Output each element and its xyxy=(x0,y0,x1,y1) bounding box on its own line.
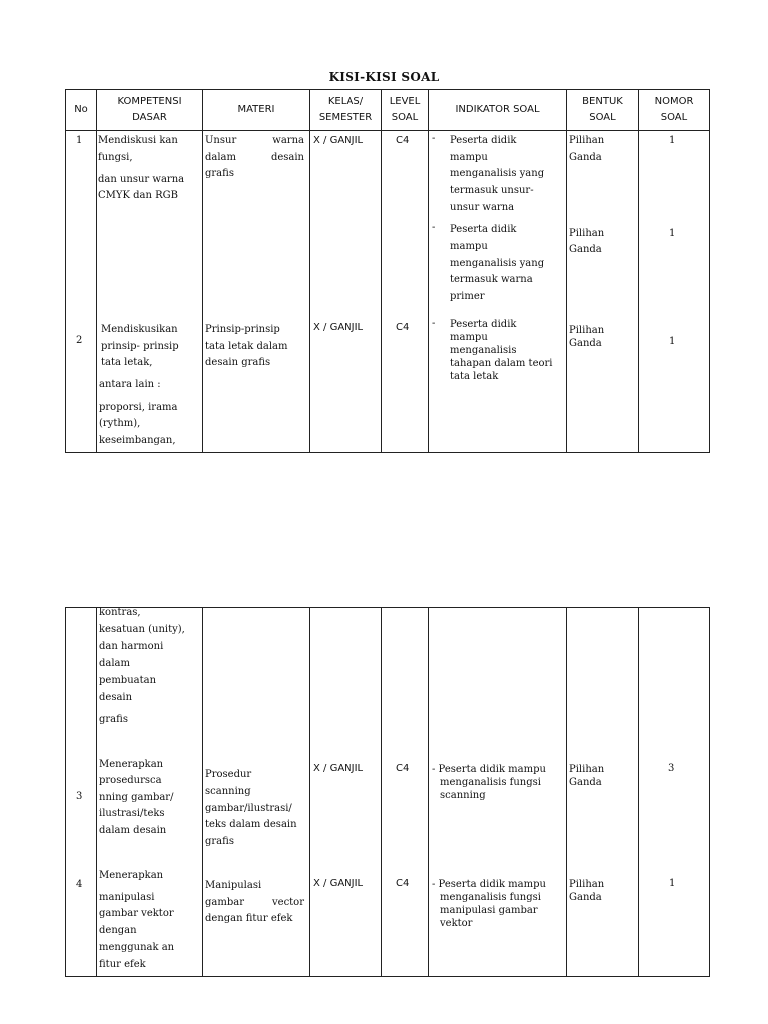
row2-bentuk-1: Pilihan xyxy=(569,325,605,336)
row1-kompetensi-2: fungsi, xyxy=(98,152,133,163)
col-level-2 xyxy=(382,608,429,977)
row1-materi-3: grafis xyxy=(205,168,234,179)
row1-indikator-bullet-2: - xyxy=(432,222,436,233)
row2-kelas: X / GANJIL xyxy=(313,322,364,333)
col-level xyxy=(382,131,429,453)
col-kelas-2 xyxy=(310,608,382,977)
row3-level: C4 xyxy=(396,763,410,774)
row1-level: C4 xyxy=(396,135,410,146)
row2-kompetensi-3: tata letak, xyxy=(101,357,153,368)
row3-materi-1: Prosedur xyxy=(205,769,252,780)
row1-kompetensi-1: Mendiskusi kan xyxy=(98,135,178,146)
row1-indikator-1-5: unsur warna xyxy=(450,202,515,213)
header-materi: MATERI xyxy=(203,90,310,131)
row1-materi-2: dalam desain xyxy=(205,152,304,163)
row2-indikator-2: mampu xyxy=(450,332,488,343)
row2-kompetensi-5: proporsi, irama xyxy=(99,402,178,413)
row2-cont-2: kesatuan (unity), xyxy=(99,624,185,635)
header-bentuk: BENTUK SOAL xyxy=(567,90,639,131)
row3-indikator-3: scanning xyxy=(440,790,486,801)
row1-indikator-1-1: Peserta didik xyxy=(450,135,517,146)
header-level: LEVEL SOAL xyxy=(382,90,429,131)
col-kelas xyxy=(310,131,382,453)
row1-indikator-2-4: termasuk warna xyxy=(450,274,533,285)
row3-materi-3: gambar/ilustrasi/ xyxy=(205,803,292,814)
row2-cont-6: desain xyxy=(99,692,133,703)
row1-indikator-2-3: menganalisis yang xyxy=(450,258,545,269)
row3-kelas: X / GANJIL xyxy=(313,763,364,774)
row3-kompetensi-1: Menerapkan xyxy=(99,759,164,770)
header-nomor: NOMOR SOAL xyxy=(639,90,710,131)
row2-materi-1: Prinsip-prinsip xyxy=(205,324,280,335)
row2-indikator-3: menganalisis xyxy=(450,345,517,356)
col-nomor xyxy=(639,131,710,453)
row1-nomor-2: 1 xyxy=(669,228,676,239)
col-bentuk-2 xyxy=(567,608,639,977)
row3-kompetensi-4: ilustrasi/teks xyxy=(99,808,165,819)
row4-materi-3: dengan fitur efek xyxy=(205,913,293,924)
col-bentuk xyxy=(567,131,639,453)
row1-indikator-2-5: primer xyxy=(450,291,485,302)
row4-kompetensi-3: gambar vektor xyxy=(99,908,174,919)
row4-nomor: 1 xyxy=(669,878,676,889)
header-no: No xyxy=(66,90,97,131)
row4-bentuk-2: Ganda xyxy=(569,892,602,903)
row2-cont-5: pembuatan xyxy=(99,675,157,686)
header-kompetensi: KOMPETENSI DASAR xyxy=(97,90,203,131)
row4-kompetensi-6: fitur efek xyxy=(99,959,146,970)
row3-no: 3 xyxy=(76,791,83,802)
row4-indikator-1: - Peserta didik mampu xyxy=(432,879,546,890)
row1-indikator-2-2: mampu xyxy=(450,241,488,252)
row4-level: C4 xyxy=(396,878,410,889)
row1-bentuk-2a: Pilihan xyxy=(569,228,605,239)
row3-bentuk-1: Pilihan xyxy=(569,764,605,775)
row1-indikator-1-3: menganalisis yang xyxy=(450,168,545,179)
row3-bentuk-2: Ganda xyxy=(569,777,602,788)
row3-indikator-1: - Peserta didik mampu xyxy=(432,764,546,775)
row1-bentuk-1b: Ganda xyxy=(569,152,602,163)
row1-bentuk-1a: Pilihan xyxy=(569,135,605,146)
row1-kelas: X / GANJIL xyxy=(313,135,364,146)
row3-materi-2: scanning xyxy=(205,786,251,797)
row2-materi-2: tata letak dalam xyxy=(205,341,288,352)
row3-indikator-2: menganalisis fungsi xyxy=(440,777,541,788)
row1-indikator-1-4: termasuk unsur- xyxy=(450,185,534,196)
row3-materi-5: grafis xyxy=(205,836,234,847)
row2-level: C4 xyxy=(396,322,410,333)
row1-indikator-1-2: mampu xyxy=(450,152,488,163)
row2-kompetensi-7: keseimbangan, xyxy=(99,435,176,446)
row4-materi-2: gambar vector xyxy=(205,897,304,908)
row1-indikator-bullet-1: - xyxy=(432,133,436,144)
row3-kompetensi-5: dalam desain xyxy=(99,825,167,836)
row4-bentuk-1: Pilihan xyxy=(569,879,605,890)
header-kelas: KELAS/ SEMESTER xyxy=(310,90,382,131)
row1-no: 1 xyxy=(76,135,83,146)
row1-kompetensi-4: CMYK dan RGB xyxy=(98,190,178,201)
row1-nomor-1: 1 xyxy=(669,135,676,146)
row4-kompetensi-1: Menerapkan xyxy=(99,870,164,881)
page-title: KISI-KISI SOAL xyxy=(328,70,440,84)
row1-bentuk-2b: Ganda xyxy=(569,244,602,255)
header-indikator: INDIKATOR SOAL xyxy=(429,90,567,131)
row2-nomor: 1 xyxy=(669,336,676,347)
col-nomor-2 xyxy=(639,608,710,977)
row3-kompetensi-2: prosedursca xyxy=(99,775,162,786)
row2-cont-1: kontras, xyxy=(99,607,141,618)
row1-materi-1: Unsur warna xyxy=(205,135,304,146)
col-no xyxy=(66,131,97,453)
row4-kompetensi-2: manipulasi xyxy=(99,892,155,903)
row1-kompetensi-3: dan unsur warna xyxy=(98,174,185,185)
row4-kompetensi-5: menggunak an xyxy=(99,942,175,953)
row2-kompetensi-4: antara lain : xyxy=(99,379,161,390)
row4-indikator-4: vektor xyxy=(440,918,473,929)
row4-indikator-3: manipulasi gambar xyxy=(440,905,538,916)
row4-no: 4 xyxy=(76,879,83,890)
row3-nomor: 3 xyxy=(668,763,675,774)
row2-cont-3: dan harmoni xyxy=(99,641,164,652)
row4-kelas: X / GANJIL xyxy=(313,878,364,889)
row2-materi-3: desain grafis xyxy=(205,357,271,368)
row2-kompetensi-1: Mendiskusikan xyxy=(101,324,178,335)
row2-kompetensi-2: prinsip- prinsip xyxy=(101,341,179,352)
row3-kompetensi-3: nning gambar/ xyxy=(99,792,174,803)
row4-materi-1: Manipulasi xyxy=(205,880,262,891)
row1-indikator-2-1: Peserta didik xyxy=(450,224,517,235)
row2-indikator-1: Peserta didik xyxy=(450,319,517,330)
row3-materi-4: teks dalam desain xyxy=(205,819,297,830)
row2-indikator-5: tata letak xyxy=(450,371,499,382)
row2-indikator-bullet: - xyxy=(432,318,436,329)
row2-bentuk-2: Ganda xyxy=(569,338,602,349)
row2-cont-4: dalam xyxy=(99,658,131,669)
row2-no: 2 xyxy=(76,335,83,346)
row4-indikator-2: menganalisis fungsi xyxy=(440,892,541,903)
row4-kompetensi-4: dengan xyxy=(99,925,137,936)
row2-kompetensi-6: (rythm), xyxy=(99,418,141,429)
row2-cont-7: grafis xyxy=(99,714,128,725)
row2-indikator-4: tahapan dalam teori xyxy=(450,358,553,369)
